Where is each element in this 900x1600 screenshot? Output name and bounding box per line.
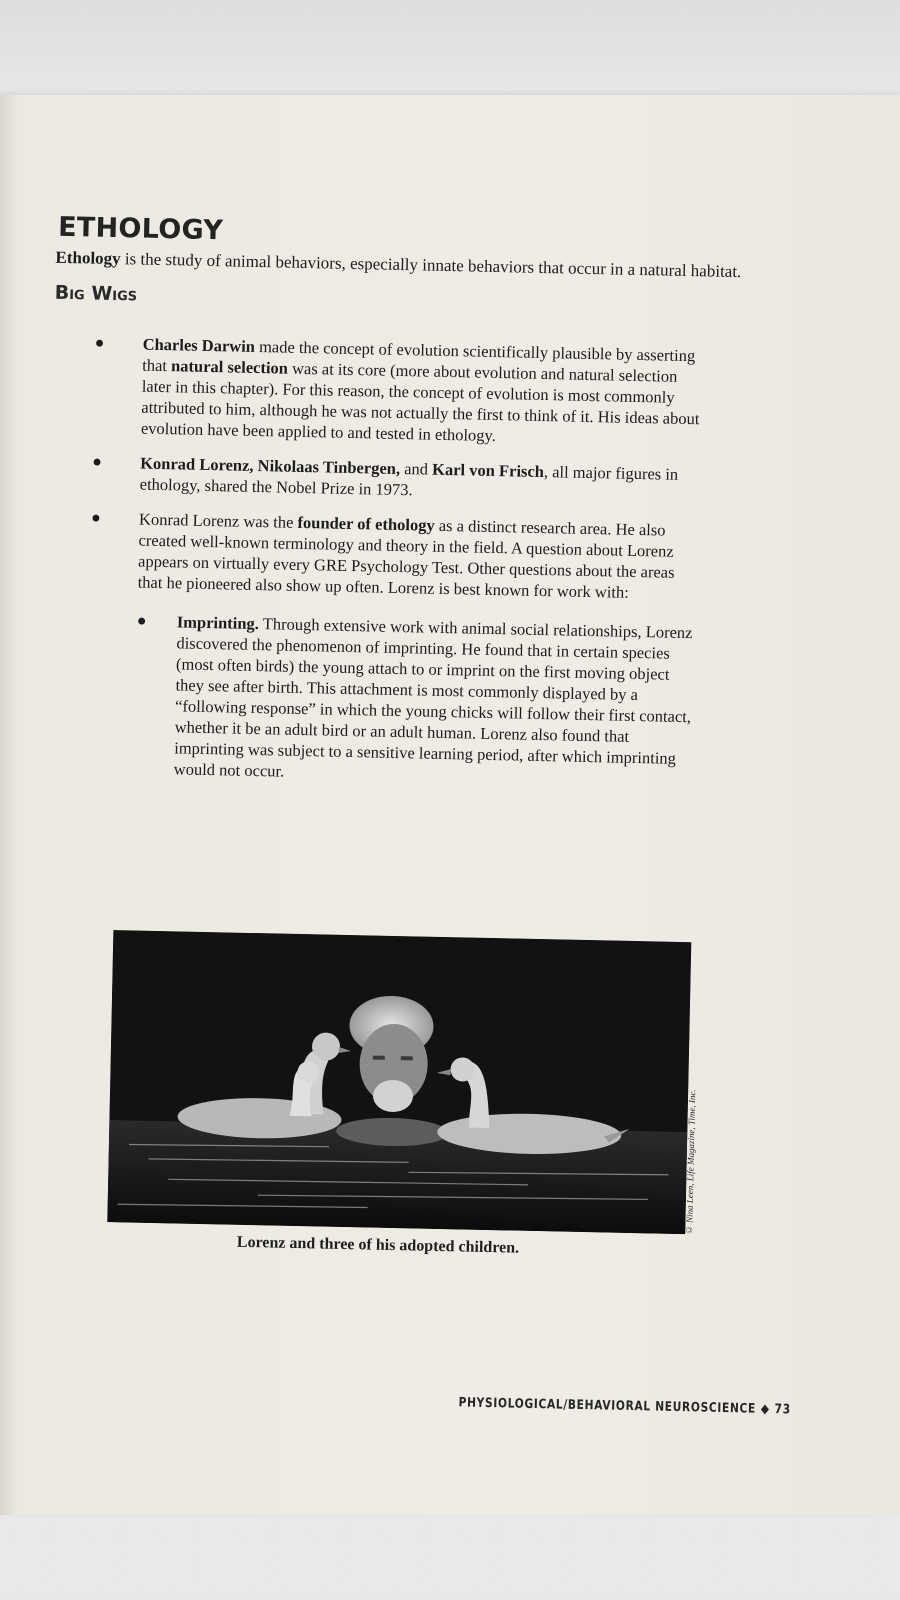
bold-term: Charles Darwin bbox=[142, 334, 256, 356]
sub-list-item bbox=[134, 611, 702, 791]
diamond-icon: ◆ bbox=[760, 1401, 770, 1417]
definition-term: Ethology bbox=[55, 247, 121, 269]
page-content bbox=[0, 86, 900, 1525]
page-number: 73 bbox=[774, 1402, 791, 1418]
page-footer bbox=[458, 1395, 790, 1417]
section-heading: ETHOLOGY bbox=[57, 211, 224, 247]
bold-term: Karl von Frisch bbox=[431, 459, 545, 482]
bold-term: Konrad Lorenz, Nikolaas Tinbergen, bbox=[139, 453, 401, 479]
subsection-heading: Big Wigs bbox=[54, 281, 138, 306]
bold-term: natural selection bbox=[170, 356, 289, 378]
list-item bbox=[90, 452, 706, 507]
figure-caption: Lorenz and three of his adopted children. bbox=[236, 1233, 520, 1257]
bold-term: founder of ethology bbox=[297, 512, 435, 535]
photo-credit: © Nina Leen, Life Magazine, Time, Inc. bbox=[684, 1089, 698, 1236]
item-text: , all major figures in ethology, shared the Nobel Prize in 1973. bbox=[139, 462, 679, 500]
sub-bullet-list bbox=[134, 611, 702, 791]
book-page bbox=[0, 95, 900, 1515]
item-text: Through extensive work with animal social relationships, Lorenz discovered the phenomenon of imprinting. He found that in certain species (most often birds) the young attach to or imprint on the first moving object they see after birth. This attachment is most commonly displayed by a “following response” in which the young chicks will follow their first contact, whether it be an adult bird or an adult human. Lorenz also found that imprinting was subject to a sensitive learning period, after which imprinting would not occur. bbox=[173, 614, 693, 781]
item-text: made the concept of evolution scientifically plausible by asserting that bbox=[142, 336, 696, 376]
list-item bbox=[84, 508, 705, 791]
item-text: Konrad Lorenz was the bbox=[138, 509, 298, 532]
running-head: PHYSIOLOGICAL/BEHAVIORAL NEUROSCIENCE bbox=[458, 1395, 757, 1417]
list-item bbox=[91, 333, 708, 451]
item-text: was at its core (more about evolution and natural selection later in this chapter). For this reason, the concept of evolution is most commonly attributed to him, although he was not actually the first to think of it. His ideas about evolution have been applied to and tested in ethology. bbox=[140, 358, 700, 446]
bullet-icon: ● bbox=[92, 453, 103, 471]
bullet-list bbox=[83, 333, 707, 805]
lorenz-geese-photo bbox=[107, 930, 691, 1234]
bold-term: Imprinting. bbox=[176, 612, 260, 634]
item-text: as a distinct research area. He also created well-known terminology and theory in the field. A question about Lorenz appears on virtually every GRE Psychology Test. Other questions about the areas that he pioneered also show up often. Lorenz is best known for work with: bbox=[137, 515, 675, 602]
bullet-icon: ● bbox=[90, 509, 101, 527]
section-definition bbox=[55, 247, 855, 285]
bullet-icon: ● bbox=[136, 612, 147, 630]
bullet-icon: ● bbox=[94, 334, 105, 352]
definition-text: is the study of animal behaviors, especially innate behaviors that occur in a natural habitat. bbox=[120, 249, 742, 282]
item-text: and bbox=[399, 459, 433, 479]
